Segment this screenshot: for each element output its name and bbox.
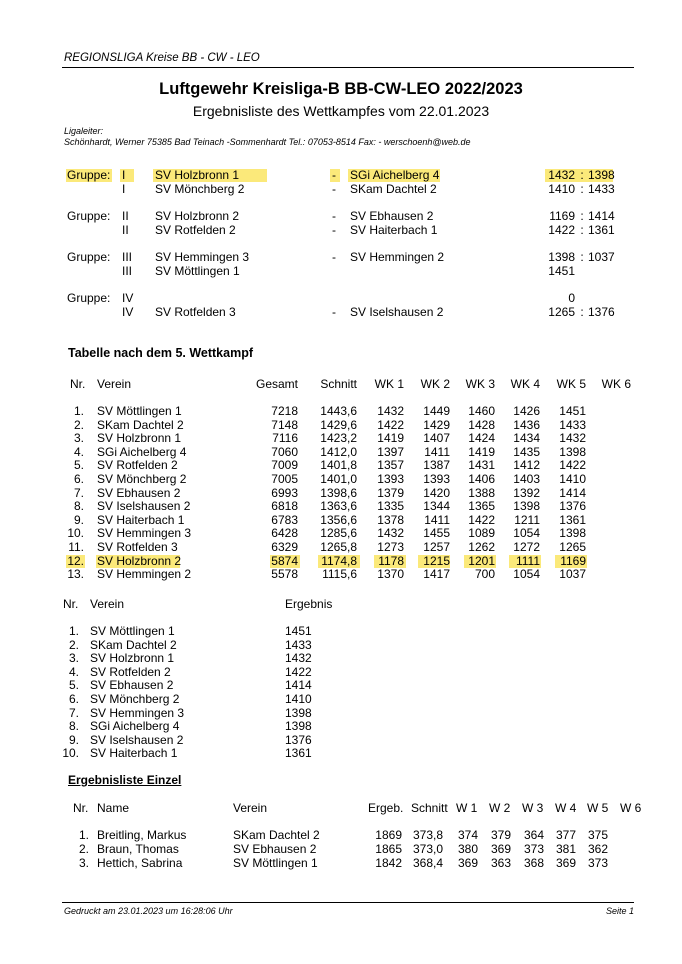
cell-wk4: 1436 xyxy=(513,417,540,432)
cell-wk2: 1411 xyxy=(424,444,450,459)
away-score: 1433 xyxy=(588,182,615,196)
cell-verein: SV Mönchberg 2 xyxy=(97,472,187,486)
cell-wk3: 1428 xyxy=(468,417,495,432)
cell-verein: SV Hemmingen 2 xyxy=(97,567,192,582)
cell-wk4: 1392 xyxy=(513,485,540,500)
header-wk2: WK 2 xyxy=(420,377,450,391)
cell-wk3: 1419 xyxy=(468,444,495,459)
cell-nr: 4. xyxy=(68,664,79,679)
table-title: Tabelle nach dem 5. Wettkampf xyxy=(68,346,254,360)
cell-schnitt: 1265,8 xyxy=(320,540,357,554)
cell-schnitt: 1412,0 xyxy=(320,444,357,459)
header-ergebnis: Ergebnis xyxy=(285,597,333,611)
cell-wk3: 1422 xyxy=(468,512,495,527)
cell-wk3: 1089 xyxy=(468,526,495,541)
cell-verein: SV Mönchberg 2 xyxy=(90,692,180,706)
cell-wk5: 1432 xyxy=(559,431,586,446)
header-rule xyxy=(62,67,634,68)
cell-verein: SKam Dachtel 2 xyxy=(233,828,320,842)
group-number: IV xyxy=(122,291,134,305)
header-schnitt: Schnitt xyxy=(411,801,448,815)
home-score: 1410 xyxy=(548,182,575,196)
cell-nr: 10. xyxy=(67,526,84,541)
home-team: SV Möttlingen 1 xyxy=(155,264,240,278)
header-name: Name xyxy=(97,801,130,815)
cell-wk5: 1361 xyxy=(559,512,586,527)
header-verein: Verein xyxy=(97,377,132,391)
cell-wk2: 1411 xyxy=(424,512,450,527)
group-label: Gruppe: xyxy=(67,209,111,223)
header-w3: W 3 xyxy=(522,801,544,815)
group-number: II xyxy=(122,209,129,223)
cell-wk1: 1378 xyxy=(377,512,404,527)
cell-gesamt: 7218 xyxy=(271,404,298,418)
header-w4: W 4 xyxy=(555,801,577,815)
cell-w5: 375 xyxy=(587,828,608,842)
cell-wk1: 1432 xyxy=(377,404,404,418)
away-score: 1414 xyxy=(588,209,615,223)
cell-nr: 3. xyxy=(78,856,89,870)
header-verein: Verein xyxy=(233,801,268,815)
header-gesamt: Gesamt xyxy=(255,377,298,391)
cell-wk5: 1414 xyxy=(559,485,586,500)
group-label: Gruppe: xyxy=(67,168,111,182)
away-score: 1037 xyxy=(588,250,615,264)
home-score: 1432 xyxy=(548,168,575,182)
cell-gesamt: 7148 xyxy=(271,417,298,432)
cell-nr: 7. xyxy=(73,485,84,500)
cell-wk2: 1420 xyxy=(423,485,450,500)
cell-gesamt: 5578 xyxy=(271,567,298,582)
header-w5: W 5 xyxy=(587,801,609,815)
cell-nr: 5. xyxy=(68,678,79,693)
away-team: SV Haiterbach 1 xyxy=(350,223,438,237)
cell-verein: SV Holzbronn 2 xyxy=(97,553,182,568)
cell-wk1: 1178 xyxy=(378,553,404,568)
ligaleiter-contact: Schönhardt, Werner 75385 Bad Teinach -Sommenhardt Tel.: 07053-8514 Fax: - werschoenh@web.de xyxy=(64,137,471,147)
cell-gesamt: 7116 xyxy=(272,431,298,446)
cell-wk1: 1370 xyxy=(377,567,404,582)
cell-wk1: 1335 xyxy=(377,499,404,514)
away-score: 1398 xyxy=(588,168,615,182)
cell-wk2: 1407 xyxy=(423,431,450,446)
cell-verein: SV Möttlingen 1 xyxy=(90,624,175,638)
cell-nr: 3. xyxy=(73,431,84,446)
cell-wk5: 1422 xyxy=(559,458,586,473)
cell-wk2: 1455 xyxy=(423,526,450,541)
cell-wk3: 1365 xyxy=(468,499,495,514)
cell-ergebnis: 1398 xyxy=(285,705,312,720)
header-wk3: WK 3 xyxy=(465,377,495,391)
home-score: 1398 xyxy=(548,250,575,264)
home-team: SV Mönchberg 2 xyxy=(155,182,245,196)
cell-name: Hettich, Sabrina xyxy=(97,856,183,870)
cell-wk1: 1357 xyxy=(377,458,404,473)
cell-nr: 5. xyxy=(73,458,84,473)
away-team: SV Ebhausen 2 xyxy=(350,209,434,223)
cell-wk3: 1262 xyxy=(468,540,495,554)
cell-verein: SV Rotfelden 3 xyxy=(97,540,178,554)
away-team: SV Iselshausen 2 xyxy=(350,305,444,319)
cell-wk2: 1429 xyxy=(423,417,450,432)
cell-wk5: 1451 xyxy=(559,404,586,418)
cell-schnitt: 1285,6 xyxy=(320,526,357,541)
cell-wk4: 1412 xyxy=(513,458,540,473)
cell-nr: 8. xyxy=(68,719,79,734)
cell-schnitt: 1401,8 xyxy=(320,458,357,473)
group-number: I xyxy=(122,168,126,182)
cell-nr: 1. xyxy=(68,624,79,638)
cell-schnitt: 373,8 xyxy=(412,828,443,842)
score-colon: : xyxy=(580,223,584,237)
cell-wk1: 1379 xyxy=(377,485,404,500)
cell-wk3: 1201 xyxy=(468,553,495,568)
cell-ergeb: 1865 xyxy=(375,842,402,856)
cell-verein: SV Rotfelden 2 xyxy=(97,458,178,473)
cell-wk1: 1419 xyxy=(377,431,404,446)
score-colon: : xyxy=(580,250,584,264)
cell-ergebnis: 1451 xyxy=(285,624,312,638)
cell-wk1: 1273 xyxy=(377,540,404,554)
cell-schnitt: 368,4 xyxy=(412,856,443,870)
group-number: I xyxy=(122,182,126,196)
home-team: SV Rotfelden 3 xyxy=(155,305,236,319)
cell-wk4: 1111 xyxy=(515,553,540,568)
header-nr: Nr. xyxy=(70,377,86,391)
cell-wk2: 1257 xyxy=(423,540,450,554)
cell-verein: SV Hemmingen 3 xyxy=(97,526,192,541)
home-score: 0 xyxy=(568,291,575,305)
cell-gesamt: 6783 xyxy=(271,512,298,527)
league-header: REGIONSLIGA Kreise BB - CW - LEO xyxy=(64,52,260,64)
home-team: SV Hemmingen 3 xyxy=(155,250,250,264)
cell-verein: SV Hemmingen 3 xyxy=(90,705,185,720)
cell-verein: SV Ebhausen 2 xyxy=(233,842,317,856)
cell-ergebnis: 1414 xyxy=(285,678,312,693)
match-separator: - xyxy=(332,223,336,237)
cell-wk1: 1397 xyxy=(377,444,404,459)
cell-wk5: 1398 xyxy=(559,444,586,459)
cell-wk5: 1265 xyxy=(559,540,586,554)
away-team: SGi Aichelberg 4 xyxy=(350,168,440,182)
cell-verein: SV Möttlingen 1 xyxy=(97,404,182,418)
cell-nr: 2. xyxy=(73,417,84,432)
cell-w1: 380 xyxy=(457,842,478,856)
cell-ergeb: 1869 xyxy=(375,828,402,842)
cell-ergebnis: 1361 xyxy=(285,746,312,761)
cell-nr: 13. xyxy=(67,567,84,582)
cell-name: Braun, Thomas xyxy=(97,842,179,856)
match-separator: - xyxy=(332,168,336,182)
cell-gesamt: 6993 xyxy=(271,485,298,500)
home-team: SV Holzbronn 2 xyxy=(155,209,240,223)
cell-gesamt: 6428 xyxy=(271,526,298,541)
group-number: IV xyxy=(122,305,134,319)
cell-w4: 377 xyxy=(555,828,576,842)
score-colon: : xyxy=(580,305,584,319)
cell-schnitt: 1401,0 xyxy=(320,472,357,486)
cell-nr: 2. xyxy=(78,842,89,856)
cell-nr: 3. xyxy=(68,651,79,666)
cell-nr: 1. xyxy=(73,404,84,418)
cell-nr: 11. xyxy=(68,540,84,554)
cell-verein: SV Ebhausen 2 xyxy=(90,678,174,693)
cell-ergebnis: 1433 xyxy=(285,637,312,652)
cell-wk3: 1406 xyxy=(468,472,495,486)
match-separator: - xyxy=(332,182,336,196)
cell-wk1: 1393 xyxy=(377,472,404,486)
header-verein: Verein xyxy=(90,597,125,611)
cell-verein: SV Iselshausen 2 xyxy=(97,499,191,514)
cell-nr: 1. xyxy=(78,828,89,842)
cell-schnitt: 1363,6 xyxy=(320,499,357,514)
cell-schnitt: 1398,6 xyxy=(320,485,357,500)
match-separator: - xyxy=(332,209,336,223)
cell-nr: 6. xyxy=(68,692,79,706)
cell-nr: 9. xyxy=(68,732,79,747)
page-title: Luftgewehr Kreisliga-B BB-CW-LEO 2022/2023 xyxy=(159,80,523,98)
cell-ergebnis: 1410 xyxy=(285,692,312,706)
cell-wk5: 1376 xyxy=(559,499,586,514)
cell-nr: 2. xyxy=(68,637,79,652)
group-label: Gruppe: xyxy=(67,291,111,305)
cell-verein: SV Haiterbach 1 xyxy=(97,512,185,527)
cell-nr: 12. xyxy=(67,553,84,568)
header-w1: W 1 xyxy=(456,801,478,815)
cell-wk3: 1431 xyxy=(468,458,495,473)
header-wk5: WK 5 xyxy=(556,377,586,391)
cell-schnitt: 1174,8 xyxy=(321,553,357,568)
cell-schnitt: 1443,6 xyxy=(320,404,357,418)
cell-gesamt: 7060 xyxy=(271,444,298,459)
cell-gesamt: 6818 xyxy=(271,499,298,514)
cell-wk5: 1433 xyxy=(559,417,586,432)
group-number: III xyxy=(122,264,133,278)
home-score: 1169 xyxy=(549,209,575,223)
cell-verein: SV Iselshausen 2 xyxy=(90,732,184,747)
cell-gesamt: 5874 xyxy=(271,553,298,568)
home-team: SV Rotfelden 2 xyxy=(155,223,236,237)
cell-nr: 7. xyxy=(68,705,79,720)
cell-wk4: 1403 xyxy=(513,472,540,486)
cell-wk2: 1449 xyxy=(423,404,450,418)
cell-verein: SKam Dachtel 2 xyxy=(97,417,184,432)
cell-verein: SV Haiterbach 1 xyxy=(90,746,178,761)
cell-wk3: 1424 xyxy=(468,431,495,446)
home-score: 1422 xyxy=(548,223,575,237)
cell-w2: 363 xyxy=(490,856,511,870)
cell-nr: 10. xyxy=(62,746,79,761)
header-wk6: WK 6 xyxy=(601,377,631,391)
score-colon: : xyxy=(580,209,584,223)
cell-nr: 8. xyxy=(73,499,84,514)
cell-schnitt: 1429,6 xyxy=(320,417,357,432)
ligaleiter-block xyxy=(64,126,471,148)
cell-wk4: 1426 xyxy=(513,404,540,418)
cell-wk1: 1432 xyxy=(377,526,404,541)
cell-ergebnis: 1422 xyxy=(285,664,312,679)
footer-rule xyxy=(62,902,634,903)
cell-wk5: 1169 xyxy=(560,553,586,568)
cell-w4: 369 xyxy=(555,856,576,870)
cell-wk2: 1215 xyxy=(423,553,450,568)
cell-wk2: 1417 xyxy=(423,567,450,582)
home-score: 1451 xyxy=(548,264,575,278)
cell-schnitt: 373,0 xyxy=(412,842,443,856)
cell-wk4: 1272 xyxy=(513,540,540,554)
cell-ergebnis: 1432 xyxy=(285,651,312,666)
cell-wk3: 1388 xyxy=(468,485,495,500)
cell-w5: 373 xyxy=(587,856,608,870)
header-nr: Nr. xyxy=(73,801,89,815)
group-number: II xyxy=(122,223,129,237)
einzel-title: Ergebnisliste Einzel xyxy=(68,773,182,787)
match-separator: - xyxy=(332,305,336,319)
cell-gesamt: 7005 xyxy=(271,472,298,486)
cell-verein: SGi Aichelberg 4 xyxy=(97,444,187,459)
ligaleiter-label: Ligaleiter: xyxy=(64,126,104,136)
cell-wk1: 1422 xyxy=(377,417,404,432)
score-colon: : xyxy=(580,168,584,182)
page-subtitle: Ergebnisliste des Wettkampfes vom 22.01.2023 xyxy=(192,103,490,119)
score-colon: : xyxy=(580,182,584,196)
cell-ergebnis: 1398 xyxy=(285,719,312,734)
cell-verein: SV Rotfelden 2 xyxy=(90,664,171,679)
cell-wk4: 1054 xyxy=(513,526,540,541)
cell-schnitt: 1356,6 xyxy=(320,512,357,527)
cell-verein: SKam Dachtel 2 xyxy=(90,637,177,652)
away-score: 1376 xyxy=(588,305,615,319)
cell-w1: 369 xyxy=(457,856,478,870)
page-number: Seite 1 xyxy=(605,906,634,916)
cell-w5: 362 xyxy=(587,842,608,856)
cell-wk4: 1054 xyxy=(513,567,540,582)
header-ergeb: Ergeb. xyxy=(368,801,404,815)
header-wk4: WK 4 xyxy=(510,377,540,391)
printed-timestamp: Gedruckt am 23.01.2023 um 16:28:06 Uhr xyxy=(64,906,233,916)
away-team: SKam Dachtel 2 xyxy=(350,182,437,196)
cell-wk5: 1398 xyxy=(559,526,586,541)
cell-wk4: 1211 xyxy=(514,512,540,527)
away-score: 1361 xyxy=(588,223,615,237)
cell-gesamt: 6329 xyxy=(271,540,298,554)
cell-verein: SGi Aichelberg 4 xyxy=(90,719,180,734)
cell-nr: 6. xyxy=(73,472,84,486)
cell-verein: SV Möttlingen 1 xyxy=(233,856,318,870)
cell-w2: 379 xyxy=(490,828,511,842)
cell-verein: SV Holzbronn 1 xyxy=(90,651,175,666)
group-number: III xyxy=(122,250,133,264)
cell-w4: 381 xyxy=(555,842,576,856)
cell-verein: SV Ebhausen 2 xyxy=(97,485,181,500)
header-w2: W 2 xyxy=(489,801,511,815)
cell-gesamt: 7009 xyxy=(271,458,298,473)
cell-wk4: 1435 xyxy=(513,444,540,459)
cell-w1: 374 xyxy=(457,828,478,842)
cell-nr: 9. xyxy=(73,512,84,527)
cell-wk2: 1387 xyxy=(423,458,450,473)
cell-wk2: 1393 xyxy=(423,472,450,486)
cell-schnitt: 1423,2 xyxy=(320,431,357,446)
cell-wk2: 1344 xyxy=(423,499,450,514)
home-team: SV Holzbronn 1 xyxy=(155,168,240,182)
cell-name: Breitling, Markus xyxy=(97,828,187,842)
header-schnitt: Schnitt xyxy=(320,377,357,391)
home-score: 1265 xyxy=(548,305,575,319)
cell-verein: SV Holzbronn 1 xyxy=(97,431,182,446)
away-team: SV Hemmingen 2 xyxy=(350,250,445,264)
cell-schnitt: 1115,6 xyxy=(322,567,357,582)
cell-wk3: 1460 xyxy=(468,404,495,418)
header-w6: W 6 xyxy=(620,801,642,815)
cell-wk3: 700 xyxy=(474,567,495,582)
header-wk1: WK 1 xyxy=(374,377,404,391)
cell-wk4: 1398 xyxy=(513,499,540,514)
cell-w3: 364 xyxy=(523,828,544,842)
cell-wk5: 1037 xyxy=(559,567,586,582)
header-nr: Nr. xyxy=(63,597,79,611)
group-label: Gruppe: xyxy=(67,250,111,264)
cell-w3: 368 xyxy=(523,856,544,870)
cell-ergeb: 1842 xyxy=(375,856,402,870)
cell-w3: 373 xyxy=(523,842,544,856)
cell-wk4: 1434 xyxy=(513,431,540,446)
cell-ergebnis: 1376 xyxy=(285,732,312,747)
cell-wk5: 1410 xyxy=(559,472,586,486)
match-separator: - xyxy=(332,250,336,264)
cell-w2: 369 xyxy=(490,842,511,856)
cell-nr: 4. xyxy=(73,444,84,459)
